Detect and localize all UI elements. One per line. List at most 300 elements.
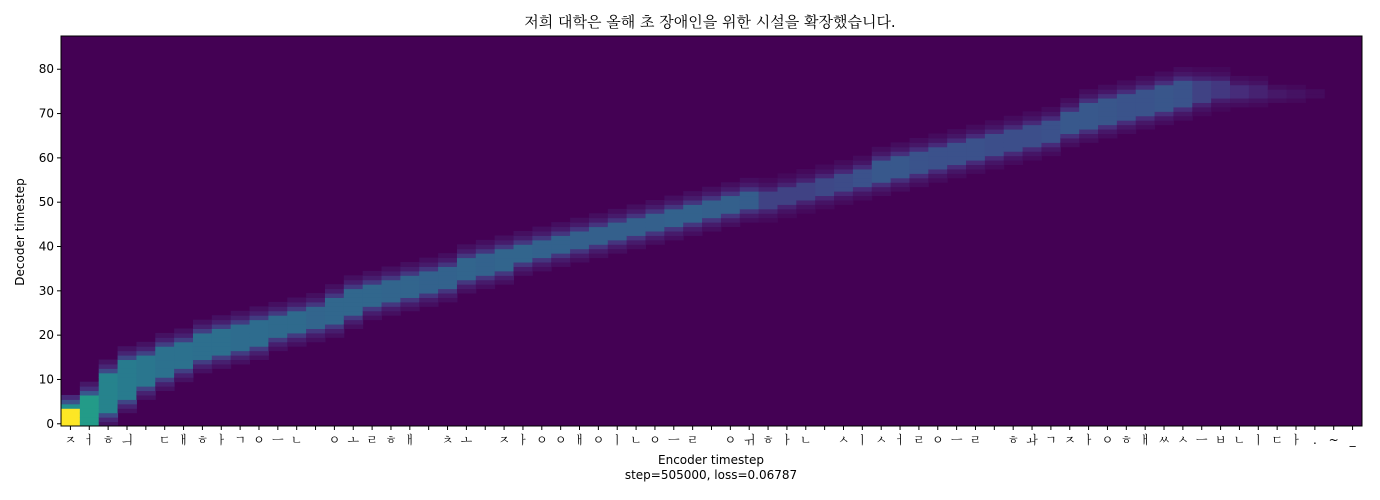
heatmap-cell [1041, 120, 1060, 125]
heatmap-cell [834, 178, 853, 183]
heatmap-cell [1041, 125, 1060, 130]
heatmap-cell [966, 160, 985, 165]
heatmap-cell [627, 213, 646, 218]
heatmap-cell [966, 134, 985, 139]
heatmap-cell [1023, 116, 1042, 121]
heatmap-cell [966, 156, 985, 161]
heatmap-cell [99, 368, 118, 373]
x-tick-label: ㅇ [253, 433, 265, 447]
attention-column-63 [1249, 76, 1268, 108]
heatmap-cell [1155, 71, 1174, 76]
heatmap-cell [476, 284, 495, 289]
heatmap-cell [532, 262, 551, 267]
heatmap-cell [250, 342, 269, 347]
heatmap-cell [1173, 80, 1192, 85]
heatmap-cell [1023, 142, 1042, 147]
heatmap-cell [1023, 125, 1042, 130]
heatmap-cell [231, 346, 250, 351]
heatmap-cell [1268, 85, 1287, 90]
heatmap-cell [721, 182, 740, 187]
y-tick-label: 70 [38, 106, 54, 121]
heatmap-cell [702, 200, 721, 205]
heatmap-cell [683, 222, 702, 227]
x-tick-label: ㄴ [799, 433, 812, 447]
heatmap-cell [551, 240, 570, 245]
heatmap-cell [589, 231, 608, 236]
x-tick-label: ㅇ [931, 433, 944, 447]
attention-column-14 [325, 284, 344, 338]
heatmap-cell [363, 302, 382, 307]
heatmap-cell [1136, 80, 1155, 85]
y-tick-label: 80 [38, 62, 54, 77]
heatmap-cell [796, 204, 815, 209]
heatmap-cell [306, 329, 325, 334]
heatmap-cell [966, 129, 985, 134]
heatmap-cell [1211, 102, 1230, 107]
heatmap-cell [268, 315, 287, 320]
heatmap-cell [495, 235, 514, 240]
heatmap-cell [212, 337, 231, 342]
heatmap-cell [306, 333, 325, 338]
heatmap-cell [646, 209, 665, 214]
heatmap-cell [1249, 80, 1268, 85]
heatmap-cell [740, 218, 759, 223]
heatmap-cell [495, 240, 514, 245]
heatmap-cell [589, 240, 608, 245]
heatmap-cell [815, 204, 834, 209]
heatmap-cell [1136, 94, 1155, 99]
heatmap-cell [872, 191, 891, 196]
heatmap-cell [1117, 98, 1136, 103]
heatmap-cell [721, 222, 740, 227]
heatmap-cell [1305, 94, 1324, 99]
heatmap-cell [985, 129, 1004, 134]
heatmap-cell [99, 399, 118, 404]
heatmap-cell [1117, 129, 1136, 134]
heatmap-cell [853, 196, 872, 201]
heatmap-cell [891, 147, 910, 152]
heatmap-cell [382, 297, 401, 302]
heatmap-cell [1136, 76, 1155, 81]
attention-column-4 [136, 342, 155, 400]
x-tick-label: ㅏ [1082, 433, 1095, 447]
heatmap-cell [1060, 134, 1079, 139]
heatmap-cell [551, 222, 570, 227]
heatmap-cell [1004, 134, 1023, 139]
heatmap-cell [231, 333, 250, 338]
heatmap-cell [118, 404, 137, 409]
heatmap-cell [438, 284, 457, 289]
heatmap-cell [325, 306, 344, 311]
heatmap-cell [231, 355, 250, 360]
heatmap-cell [777, 200, 796, 205]
heatmap-cell [250, 324, 269, 329]
attention-column-8 [212, 315, 231, 369]
heatmap-cell [834, 173, 853, 178]
heatmap-cell [1155, 80, 1174, 85]
attention-column-33 [683, 191, 702, 236]
heatmap-cell [702, 204, 721, 209]
heatmap-cell [928, 160, 947, 165]
heatmap-cell [212, 315, 231, 320]
heatmap-cell [532, 253, 551, 258]
attention-column-37 [759, 178, 778, 223]
heatmap-cell [193, 324, 212, 329]
x-tick-label: ㄹ [686, 433, 699, 447]
heatmap-cell [1098, 116, 1117, 121]
heatmap-cell [796, 173, 815, 178]
heatmap-cell [928, 134, 947, 139]
heatmap-cell [1192, 67, 1211, 72]
heatmap-cell [268, 324, 287, 329]
heatmap-cell [1287, 89, 1306, 94]
heatmap-cell [476, 275, 495, 280]
heatmap-cell [759, 178, 778, 183]
heatmap-cell [740, 178, 759, 183]
heatmap-cell [99, 373, 118, 378]
heatmap-cell [193, 360, 212, 365]
heatmap-cell [627, 218, 646, 223]
heatmap-cell [174, 329, 193, 334]
heatmap-cell [815, 187, 834, 192]
attention-column-40 [815, 165, 834, 210]
heatmap-cell [532, 244, 551, 249]
heatmap-cell [61, 408, 80, 413]
heatmap-cell [476, 280, 495, 285]
heatmap-cell [1230, 80, 1249, 85]
heatmap-cell [118, 351, 137, 356]
attention-column-15 [344, 275, 363, 329]
x-tick-label: ㅗ [347, 433, 360, 447]
heatmap-cell [1023, 138, 1042, 143]
heatmap-cell [231, 315, 250, 320]
heatmap-cell [570, 249, 589, 254]
heatmap-cell [551, 258, 570, 263]
heatmap-cell [966, 125, 985, 130]
heatmap-cell [872, 169, 891, 174]
heatmap-cell [834, 160, 853, 165]
heatmap-cell [174, 337, 193, 342]
heatmap-cell [287, 329, 306, 334]
heatmap-cell [118, 360, 137, 365]
attention-column-41 [834, 160, 853, 205]
heatmap-cell [457, 289, 476, 294]
heatmap-cell [551, 231, 570, 236]
heatmap-cell [457, 271, 476, 276]
heatmap-cell [1098, 89, 1117, 94]
heatmap-cell [947, 165, 966, 170]
heatmap-cell [250, 351, 269, 356]
x-tick-label: ㅅ [837, 433, 850, 447]
heatmap-cell [136, 360, 155, 365]
heatmap-cell [136, 382, 155, 387]
heatmap-cell [1173, 67, 1192, 72]
heatmap-cell [1230, 76, 1249, 81]
heatmap-cell [1173, 71, 1192, 76]
heatmap-cell [1079, 94, 1098, 99]
heatmap-cell [891, 187, 910, 192]
heatmap-cell [1192, 98, 1211, 103]
heatmap-cell [363, 297, 382, 302]
attention-column-59 [1173, 67, 1192, 121]
heatmap-cell [231, 342, 250, 347]
heatmap-cell [212, 333, 231, 338]
x-tick-label: . [1312, 433, 1317, 447]
heatmap-cell [438, 253, 457, 258]
heatmap-cell [363, 315, 382, 320]
heatmap-cell [344, 315, 363, 320]
heatmap-cell [928, 173, 947, 178]
heatmap-cell [438, 275, 457, 280]
heatmap-cell [325, 302, 344, 307]
attention-column-31 [646, 200, 665, 245]
heatmap-cell [872, 182, 891, 187]
heatmap-cell [287, 324, 306, 329]
heatmap-cell [947, 169, 966, 174]
heatmap-cell [268, 302, 287, 307]
heatmap-cell [570, 253, 589, 258]
heatmap-cell [306, 320, 325, 325]
heatmap-cell [325, 333, 344, 338]
attention-column-49 [985, 120, 1004, 169]
heatmap-cell [400, 306, 419, 311]
heatmap-cell [457, 262, 476, 267]
heatmap-cell [1192, 71, 1211, 76]
heatmap-cell [155, 382, 174, 387]
heatmap-cell [400, 302, 419, 307]
heatmap-cell [608, 240, 627, 245]
heatmap-cell [155, 355, 174, 360]
heatmap-cell [834, 191, 853, 196]
heatmap-cell [815, 200, 834, 205]
heatmap-cell [683, 218, 702, 223]
heatmap-cell [118, 368, 137, 373]
attention-column-9 [231, 311, 250, 365]
heatmap-cell [1041, 147, 1060, 152]
heatmap-cell [1136, 102, 1155, 107]
heatmap-cell [834, 196, 853, 201]
heatmap-cell [966, 165, 985, 170]
heatmap-cell [702, 227, 721, 232]
heatmap-cell [608, 227, 627, 232]
heatmap-cell [891, 169, 910, 174]
heatmap-cell [683, 231, 702, 236]
heatmap-cell [551, 227, 570, 232]
heatmap-cell [514, 266, 533, 271]
heatmap-cell [1098, 125, 1117, 130]
heatmap-cell [250, 311, 269, 316]
heatmap-cell [174, 333, 193, 338]
heatmap-cell [61, 417, 80, 422]
heatmap-cell [212, 320, 231, 325]
heatmap-cell [1004, 151, 1023, 156]
heatmap-cell [495, 249, 514, 254]
heatmap-cell [1249, 89, 1268, 94]
attention-column-0 [61, 395, 80, 427]
heatmap-cell [1060, 125, 1079, 130]
heatmap-cell [514, 258, 533, 263]
heatmap-cell [250, 306, 269, 311]
heatmap-cell [344, 302, 363, 307]
heatmap-cell [1004, 116, 1023, 121]
heatmap-cell [99, 408, 118, 413]
heatmap-cell [231, 351, 250, 356]
attention-column-1 [80, 382, 99, 427]
heatmap-cell [250, 320, 269, 325]
heatmap-cell [1117, 89, 1136, 94]
heatmap-cell [1211, 71, 1230, 76]
heatmap-cell [777, 173, 796, 178]
heatmap-cell [985, 138, 1004, 143]
heatmap-cell [947, 156, 966, 161]
heatmap-cell [1211, 76, 1230, 81]
heatmap-cell [287, 342, 306, 347]
heatmap-cell [872, 156, 891, 161]
heatmap-cell [570, 218, 589, 223]
heatmap-cell [683, 196, 702, 201]
heatmap-cell [532, 227, 551, 232]
heatmap-cell [570, 235, 589, 240]
attention-column-62 [1230, 76, 1249, 108]
heatmap-cell [1004, 147, 1023, 152]
heatmap-cell [1098, 129, 1117, 134]
attention-column-17 [382, 266, 401, 315]
heatmap-cell [99, 404, 118, 409]
heatmap-cell [231, 324, 250, 329]
heatmap-cell [702, 218, 721, 223]
heatmap-cell [1004, 160, 1023, 165]
heatmap-cell [382, 306, 401, 311]
heatmap-cell [155, 333, 174, 338]
heatmap-cell [532, 249, 551, 254]
x-tick-label: ㅣ [611, 433, 624, 447]
heatmap-cell [457, 258, 476, 263]
heatmap-cell [1060, 116, 1079, 121]
heatmap-cell [683, 213, 702, 218]
heatmap-cell [872, 173, 891, 178]
heatmap-cell [928, 138, 947, 143]
heatmap-cell [702, 209, 721, 214]
heatmap-cell [268, 329, 287, 334]
heatmap-cell [419, 293, 438, 298]
heatmap-cell [155, 377, 174, 382]
attention-column-54 [1079, 89, 1098, 143]
heatmap-cell [382, 289, 401, 294]
y-axis-label: Decoder timestep [13, 178, 27, 286]
heatmap-cell [664, 235, 683, 240]
heatmap-cell [777, 196, 796, 201]
x-tick-label: ㅎ [102, 433, 114, 447]
heatmap-cell [118, 355, 137, 360]
heatmap-cell [80, 413, 99, 418]
heatmap-cell [268, 337, 287, 342]
heatmap-cell [759, 200, 778, 205]
heatmap-cell [646, 231, 665, 236]
heatmap-cell [476, 262, 495, 267]
heatmap-cell [777, 209, 796, 214]
heatmap-cell [514, 271, 533, 276]
heatmap-cell [1173, 89, 1192, 94]
heatmap-cell [1211, 98, 1230, 103]
y-tick-label: 50 [38, 195, 54, 210]
heatmap-cell [476, 244, 495, 249]
heatmap-cell [570, 258, 589, 263]
heatmap-cell [287, 315, 306, 320]
heatmap-cell [985, 165, 1004, 170]
heatmap-cell [909, 165, 928, 170]
heatmap-cell [608, 249, 627, 254]
heatmap-cell [664, 209, 683, 214]
heatmap-cell [1155, 102, 1174, 107]
heatmap-cell [1249, 85, 1268, 90]
heatmap-cell [136, 373, 155, 378]
heatmap-cell [400, 293, 419, 298]
heatmap-cell [928, 156, 947, 161]
heatmap-cell [891, 178, 910, 183]
heatmap-cell [928, 178, 947, 183]
heatmap-cell [985, 125, 1004, 130]
heatmap-cell [646, 204, 665, 209]
heatmap-cell [80, 386, 99, 391]
heatmap-cell [457, 275, 476, 280]
attention-column-23 [495, 235, 514, 284]
heatmap-cell [1117, 116, 1136, 121]
heatmap-cell [759, 209, 778, 214]
x-tick-label: ㅅ [875, 433, 887, 447]
heatmap-cell [514, 240, 533, 245]
heatmap-cell [947, 134, 966, 139]
x-tick-label: ㅟ [743, 433, 756, 447]
heatmap-cell [155, 342, 174, 347]
heatmap-cell [589, 213, 608, 218]
heatmap-cell [872, 187, 891, 192]
heatmap-cell [834, 187, 853, 192]
heatmap-cell [118, 408, 137, 413]
heatmap-cell [344, 306, 363, 311]
heatmap-cell [664, 204, 683, 209]
x-tick-label: ㅇ [592, 433, 605, 447]
heatmap-cell [872, 151, 891, 156]
heatmap-cell [759, 213, 778, 218]
heatmap-cell [80, 391, 99, 396]
attention-column-6 [174, 329, 193, 383]
heatmap-cell [495, 258, 514, 263]
heatmap-cell [99, 364, 118, 369]
attention-column-47 [947, 129, 966, 178]
attention-column-25 [532, 227, 551, 272]
heatmap-cell [363, 280, 382, 285]
heatmap-cell [551, 253, 570, 258]
heatmap-cell [1155, 85, 1174, 90]
x-tick-label: ㅆ [1158, 433, 1170, 447]
x-tick-label: ㅓ [894, 433, 906, 447]
heatmap-cell [1098, 120, 1117, 125]
heatmap-cell [834, 165, 853, 170]
heatmap-cell [928, 151, 947, 156]
attention-column-38 [777, 173, 796, 218]
heatmap-cell [589, 227, 608, 232]
heatmap-cell [457, 249, 476, 254]
heatmap-cell [476, 249, 495, 254]
heatmap-cell [1079, 89, 1098, 94]
heatmap-cell [985, 147, 1004, 152]
heatmap-cell [250, 355, 269, 360]
heatmap-cell [382, 271, 401, 276]
heatmap-cell [1230, 102, 1249, 107]
heatmap-cell [325, 297, 344, 302]
heatmap-cell [1192, 94, 1211, 99]
heatmap-cell [1060, 138, 1079, 143]
